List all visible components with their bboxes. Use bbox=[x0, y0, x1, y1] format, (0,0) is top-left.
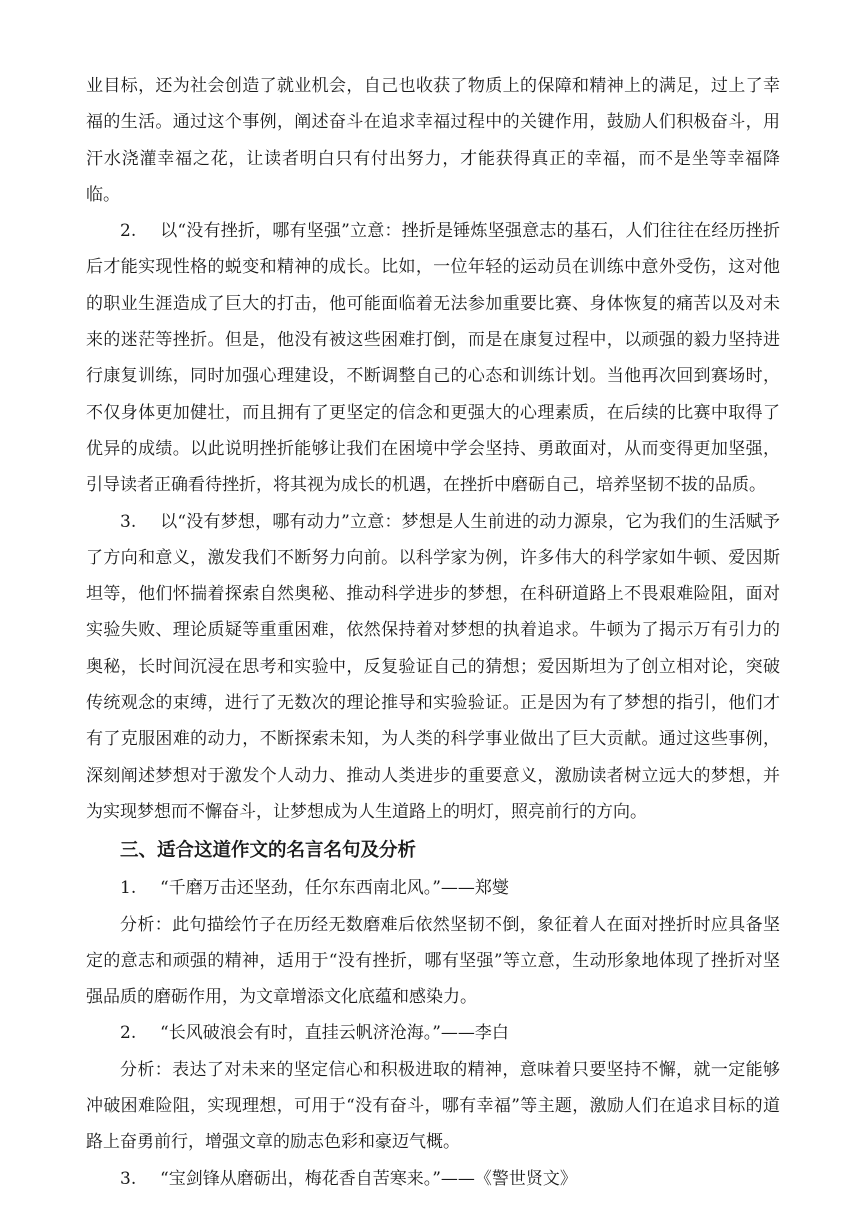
quote-1-analysis: 分析：此句描绘竹子在历经无数磨难后依然坚韧不倒，象征着人在面对挫折时应具备坚定的意志和顽强的精神，适用于“没有挫折，哪有坚强”等立意，生动形象地体现了挫折对坚强品质的磨砺作用，为文章增添文化底蕴和感染力。 bbox=[86, 914, 780, 1008]
quote-3-number: 3. bbox=[120, 1168, 137, 1189]
quote-3-text: “宝剑锋从磨砺出，梅花香自苦寒来。”——《警世贤文》 bbox=[160, 1168, 577, 1189]
point-2-number: 2. bbox=[120, 221, 137, 242]
document-page bbox=[86, 68, 780, 1197]
section-heading: 三、适合这道作文的名言名句及分析 bbox=[120, 840, 417, 862]
point-2-paragraph bbox=[86, 213, 780, 503]
quote-2-analysis: 分析：表达了对未来的坚定信心和积极进取的精神，意味着只要坚持不懈，就一定能够冲破困难险阻，实现理想，可用于“没有奋斗，哪有幸福”等主题，激励人们在追求目标的道路上奋勇前行，增强文章的励志色彩和豪迈气概。 bbox=[86, 1059, 780, 1153]
quote-1-text: “千磨万击还坚劲，任尔东西南北风。”——郑燮 bbox=[160, 878, 509, 899]
point-2-text: 以“没有挫折，哪有坚强”立意：挫折是锤炼坚强意志的基石，人们往往在经历挫折后才能实现性格的蜕变和精神的成长。比如，一位年轻的运动员在训练中意外受伤，这对他的职业生涯造成了巨大的打击，他可能面临着无法参加重要比赛、身体恢复的痛苦以及对未来的迷茫等挫折。但是，他没有被这些困难打倒，而是在康复过程中，以顽强的毅力坚持进行康复训练，同时加强心理建设，不断调整自己的心态和训练计划。当他再次回到赛场时，不仅身体更加健壮，而且拥有了更坚定的信念和更强大的心理素质，在后续的比赛中取得了优异的成绩。以此说明挫折能够让我们在困境中学会坚持、勇敢面对，从而变得更加坚强，引导读者正确看待挫折，将其视为成长的机遇，在挫折中磨砺自己，培养坚韧不拔的品质。 bbox=[86, 221, 780, 496]
quote-1-number: 1. bbox=[120, 878, 137, 899]
quote-3 bbox=[86, 1161, 780, 1197]
intro-paragraph bbox=[86, 68, 780, 213]
intro-paragraph-text: 业目标，还为社会创造了就业机会，自己也收获了物质上的保障和精神上的满足，过上了幸福的生活。通过这个事例，阐述奋斗在追求幸福过程中的关键作用，鼓励人们积极奋斗，用汗水浇灌幸福之花，让读者明白只有付出努力，才能获得真正的幸福，而不是坐等幸福降临。 bbox=[86, 76, 780, 205]
point-3-text: 以“没有梦想，哪有动力”立意：梦想是人生前进的动力源泉，它为我们的生活赋予了方向和意义，激发我们不断努力向前。以科学家为例，许多伟大的科学家如牛顿、爱因斯坦等，他们怀揣着探索自然奥秘、推动科学进步的梦想，在科研道路上不畏艰难险阻，面对实验失败、理论质疑等重重困难，依然保持着对梦想的执着追求。牛顿为了揭示万有引力的奥秘，长时间沉浸在思考和实验中，反复验证自己的猜想；爱因斯坦为了创立相对论，突破传统观念的束缚，进行了无数次的理论推导和实验验证。正是因为有了梦想的指引，他们才有了克服困难的动力，不断探索未知，为人类的科学事业做出了巨大贡献。通过这些事例，深刻阐述梦想对于激发个人动力、推动人类进步的重要意义，激励读者树立远大的梦想，并为实现梦想而不懈奋斗，让梦想成为人生道路上的明灯，照亮前行的方向。 bbox=[86, 511, 780, 822]
quote-1 bbox=[86, 870, 780, 906]
quote-2-number: 2. bbox=[120, 1023, 137, 1044]
quote-2-text: “长风破浪会有时，直挂云帆济沧海。”——李白 bbox=[160, 1023, 509, 1044]
quote-2 bbox=[86, 1015, 780, 1051]
point-3-number: 3. bbox=[120, 511, 137, 532]
point-3-paragraph bbox=[86, 504, 780, 831]
